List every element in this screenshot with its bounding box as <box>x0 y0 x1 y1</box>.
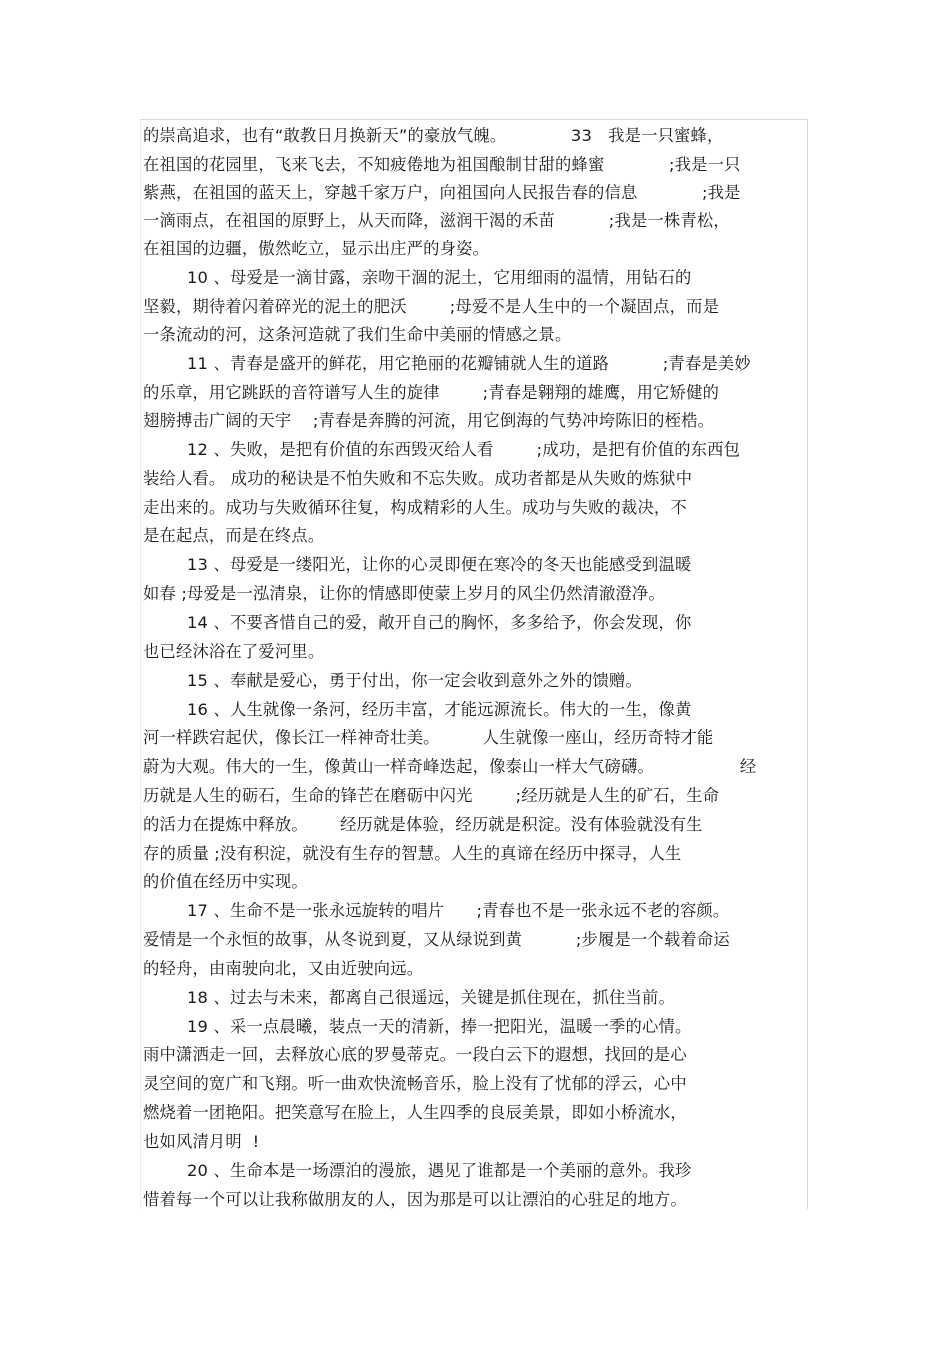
text-line: 一滴雨点，在祖国的原野上，从天而降，滋润干渴的禾苗 ;我是一株青松， <box>143 211 730 230</box>
text-line: 的价值在经历中实现。 <box>143 872 308 891</box>
text-line: 也如风清月明 ! <box>143 1132 260 1151</box>
text-line: 燃烧着一团艳阳。把笑意写在脸上，人生四季的良辰美景，即如小桥流水， <box>143 1103 687 1122</box>
text-line: 存的质量 ;没有积淀，就没有生存的智慧。人生的真谛在经历中探寻，人生 <box>143 844 682 863</box>
text-line: 15 、奉献是爱心，勇于付出，你一定会收到意外之外的馈赠。 <box>187 671 643 690</box>
text-line: 13 、母爱是一缕阳光，让你的心灵即便在寒冷的冬天也能感受到温暖 <box>187 555 692 574</box>
text-line: 灵空间的宽广和飞翔。听一曲欢快流畅音乐，脸上没有了忧郁的浮云，心中 <box>143 1074 687 1093</box>
text-line: 20 、生命本是一场漂泊的漫旅，遇见了谁都是一个美丽的意外。我珍 <box>187 1161 692 1180</box>
text-line: 17 、生命不是一张永远旋转的唱片 ;青春也不是一张永远不老的容颜。 <box>187 901 730 920</box>
text-line: 的崇高追求，也有“敢教日月换新天”的豪放气魄。 33 我是一只蜜蜂， <box>143 126 724 145</box>
text-line: 的轻舟，由南驶向北，又由近驶向远。 <box>143 959 424 978</box>
text-line: 12 、失败，是把有价值的东西毁灭给人看 ;成功，是把有价值的东西包 <box>187 440 741 459</box>
text-line: 惜着每一个可以让我称做朋友的人，因为那是可以让漂泊的心驻足的地方。 <box>143 1190 687 1209</box>
text-line: 雨中潇洒走一回，去释放心底的罗曼蒂克。一段白云下的遐想，找回的是心 <box>143 1045 687 1064</box>
text-line: 18 、过去与未来，都离自己很遥远，关键是抓住现在，抓住当前。 <box>187 988 675 1007</box>
text-line: 在祖国的边疆，傲然屹立，显示出庄严的身姿。 <box>143 239 490 258</box>
text-line: 11 、青春是盛开的鲜花，用它艳丽的花瓣铺就人生的道路 ;青春是美妙 <box>187 354 751 373</box>
text-line: 如春 ;母爱是一泓清泉，让你的情感即使蒙上岁月的风尘仍然清澈澄净。 <box>143 584 665 603</box>
text-line: 14 、不要吝惜自己的爱，敞开自己的胸怀，多多给予，你会发现，你 <box>187 613 692 632</box>
text-line: 紫燕，在祖国的蓝天上，穿越千家万户，向祖国向人民报告春的信息 ;我是 <box>143 183 741 202</box>
text-line: 装给人看。 成功的秘诀是不怕失败和不忘失败。成功者都是从失败的炼狱中 <box>143 469 693 488</box>
text-line: 的活力在提炼中释放。 经历就是体验，经历就是积淀。没有体验就没有生 <box>143 815 703 834</box>
text-line: 的乐章，用它跳跃的音符谱写人生的旋律 ;青春是翱翔的雄鹰，用它矫健的 <box>143 383 720 402</box>
text-line: 10 、母爱是一滴甘露，亲吻干涸的泥土，它用细雨的温情，用钻石的 <box>187 268 692 287</box>
page-border-left <box>140 119 141 1209</box>
text-line: 坚毅，期待着闪着碎光的泥土的肥沃 ;母爱不是人生中的一个凝固点，而是 <box>143 297 720 316</box>
text-line: 是在起点，而是在终点。 <box>143 526 325 545</box>
text-line: 16 、人生就像一条河，经历丰富，才能远源流长。伟大的一生，像黄 <box>187 700 692 719</box>
page-border-right <box>807 119 808 1209</box>
text-line: 19 、采一点晨曦，装点一天的清新，捧一把阳光，温暖一季的心情。 <box>187 1017 692 1036</box>
text-line: 也已经沐浴在了爱河里。 <box>143 642 325 661</box>
text-line: 翅膀搏击广阔的天宇 ;青春是奔腾的河流，用它倒海的气势冲垮陈旧的桎梏。 <box>143 411 715 430</box>
text-line: 一条流动的河，这条河造就了我们生命中美丽的情感之景。 <box>143 325 572 344</box>
text-line: 蔚为大观。伟大的一生，像黄山一样奇峰迭起，像泰山一样大气磅礴。 经 <box>143 757 757 776</box>
text-line: 爱情是一个永恒的故事，从冬说到夏，又从绿说到黄 ;步履是一个载着命运 <box>143 930 730 949</box>
text-line: 历就是人生的砺石，生命的锋芒在磨砺中闪光 ;经历就是人生的矿石，生命 <box>143 786 720 805</box>
text-line: 在祖国的花园里，飞来飞去，不知疲倦地为祖国酿制甘甜的蜂蜜 ;我是一只 <box>143 155 741 174</box>
page-border-top <box>140 119 808 120</box>
text-line: 河一样跌宕起伏，像长江一样神奇壮美。 人生就像一座山，经历奇特才能 <box>143 728 714 747</box>
text-line: 走出来的。成功与失败循环往复，构成精彩的人生。成功与失败的裁决，不 <box>143 498 687 517</box>
